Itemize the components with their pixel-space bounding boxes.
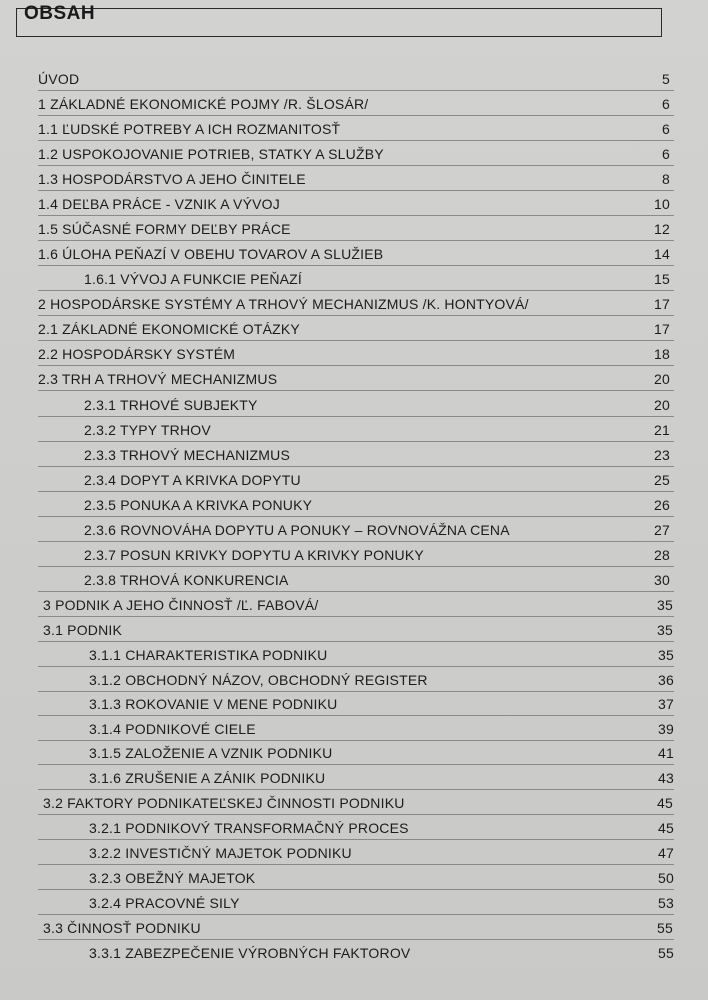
toc-entry-title: 3.2.2 INVESTIČNÝ MAJETOK PODNIKU xyxy=(89,845,352,861)
row-divider xyxy=(38,566,674,567)
toc-row xyxy=(0,420,708,440)
toc-row xyxy=(0,119,708,139)
row-divider xyxy=(38,864,674,865)
toc-entry-title: 1.6 ÚLOHA PEŇAZÍ V OBEHU TOVAROV A SLUŽIEB xyxy=(38,246,384,262)
toc-page-number: 17 xyxy=(654,321,670,337)
toc-row xyxy=(0,595,708,615)
toc-entry-title: 1.3 HOSPODÁRSTVO A JEHO ČINITELE xyxy=(38,171,306,187)
row-divider xyxy=(38,516,674,517)
toc-entry-title: ÚVOD xyxy=(38,71,80,87)
toc-entry-title: 2.3.3 TRHOVÝ MECHANIZMUS xyxy=(84,447,291,463)
row-divider xyxy=(38,165,674,166)
toc-row xyxy=(0,294,708,314)
toc-page-number: 35 xyxy=(657,597,673,613)
row-divider xyxy=(38,914,674,915)
toc-entry-title: 1.6.1 VÝVOJ A FUNKCIE PEŇAZÍ xyxy=(84,271,303,287)
toc-page-number: 37 xyxy=(658,696,674,712)
toc-row xyxy=(0,194,708,214)
toc-entry-title: 3 PODNIK A JEHO ČINNOSŤ /Ľ. FABOVÁ/ xyxy=(43,597,319,613)
row-divider xyxy=(38,140,674,141)
row-divider xyxy=(38,889,674,890)
toc-page-number: 43 xyxy=(658,770,674,786)
toc-page-number: 5 xyxy=(662,71,670,87)
row-divider xyxy=(38,839,674,840)
heading-box xyxy=(16,8,662,37)
toc-row xyxy=(0,694,708,714)
row-divider xyxy=(38,641,674,642)
row-divider xyxy=(38,365,674,366)
toc-entry-title: 1.4 DEĽBA PRÁCE - VZNIK A VÝVOJ xyxy=(38,196,280,212)
toc-row xyxy=(0,344,708,364)
row-divider xyxy=(38,789,674,790)
toc-row xyxy=(0,645,708,665)
toc-page-number: 12 xyxy=(654,221,670,237)
toc-entry-title: 2.3.6 ROVNOVÁHA DOPYTU A PONUKY – ROVNOVÁŽNA CENA xyxy=(84,522,510,538)
toc-row xyxy=(0,445,708,465)
toc-page-number: 41 xyxy=(658,745,674,761)
toc-entry-title: 3.2.3 OBEŽNÝ MAJETOK xyxy=(89,870,256,886)
toc-entry-title: 1.5 SÚČASNÉ FORMY DEĽBY PRÁCE xyxy=(38,221,291,237)
row-divider xyxy=(38,466,674,467)
toc-row xyxy=(0,395,708,415)
toc-entry-title: 2.3.2 TYPY TRHOV xyxy=(84,422,211,438)
toc-row xyxy=(0,868,708,888)
toc-entry-title: 2 HOSPODÁRSKE SYSTÉMY A TRHOVÝ MECHANIZMUS /K. HONTYOVÁ/ xyxy=(38,296,529,312)
toc-row xyxy=(0,520,708,540)
toc-entry-title: 3.3.1 ZABEZPEČENIE VÝROBNÝCH FAKTOROV xyxy=(89,945,411,961)
row-divider xyxy=(38,491,674,492)
row-divider xyxy=(38,591,674,592)
toc-page-number: 47 xyxy=(658,845,674,861)
toc-row xyxy=(0,570,708,590)
toc-entry-title: 3.1.4 PODNIKOVÉ CIELE xyxy=(89,721,256,737)
toc-row xyxy=(0,219,708,239)
toc-page-number: 6 xyxy=(662,96,670,112)
toc-page-number: 36 xyxy=(658,672,674,688)
toc-page-number: 8 xyxy=(662,171,670,187)
row-divider xyxy=(38,265,674,266)
toc-entry-title: 2.2 HOSPODÁRSKY SYSTÉM xyxy=(38,346,236,362)
toc-page-number: 45 xyxy=(658,820,674,836)
toc-entry-title: 1 ZÁKLADNÉ EKONOMICKÉ POJMY /R. ŠLOSÁR/ xyxy=(38,96,369,112)
toc-page-number: 23 xyxy=(654,447,670,463)
toc-row xyxy=(0,743,708,763)
toc-row xyxy=(0,144,708,164)
row-divider xyxy=(38,90,674,91)
toc-page-number: 17 xyxy=(654,296,670,312)
toc-row xyxy=(0,768,708,788)
toc-entry-title: 1.1 ĽUDSKÉ POTREBY A ICH ROZMANITOSŤ xyxy=(38,121,341,137)
row-divider xyxy=(38,390,674,391)
row-divider xyxy=(38,115,674,116)
toc-row xyxy=(0,620,708,640)
row-divider xyxy=(38,939,674,940)
row-divider xyxy=(38,416,674,417)
toc-page-number: 27 xyxy=(654,522,670,538)
toc-page-number: 50 xyxy=(658,870,674,886)
toc-entry-title: 3.1.3 ROKOVANIE V MENE PODNIKU xyxy=(89,696,338,712)
row-divider xyxy=(38,691,674,692)
row-divider xyxy=(38,190,674,191)
toc-page-number: 39 xyxy=(658,721,674,737)
toc-page-number: 30 xyxy=(654,572,670,588)
row-divider xyxy=(38,315,674,316)
toc-page-number: 25 xyxy=(654,472,670,488)
toc-entry-title: 2.3.7 POSUN KRIVKY DOPYTU A KRIVKY PONUKY xyxy=(84,547,424,563)
toc-entry-title: 2.3.8 TRHOVÁ KONKURENCIA xyxy=(84,572,289,588)
row-divider xyxy=(38,215,674,216)
toc-entry-title: 3.1.6 ZRUŠENIE A ZÁNIK PODNIKU xyxy=(89,770,326,786)
row-divider xyxy=(38,441,674,442)
toc-entry-title: 3.1.2 OBCHODNÝ NÁZOV, OBCHODNÝ REGISTER xyxy=(89,672,428,688)
toc-page-number: 6 xyxy=(662,146,670,162)
toc-entry-title: 3.2 FAKTORY PODNIKATEĽSKEJ ČINNOSTI PODNIKU xyxy=(43,795,405,811)
toc-page-number: 28 xyxy=(654,547,670,563)
toc-row xyxy=(0,793,708,813)
toc-row xyxy=(0,918,708,938)
toc-entry-title: 2.3.1 TRHOVÉ SUBJEKTY xyxy=(84,397,258,413)
row-divider xyxy=(38,764,674,765)
toc-page-number: 20 xyxy=(654,371,670,387)
toc-page-number: 55 xyxy=(658,945,674,961)
toc-row xyxy=(0,470,708,490)
toc-entry-title: 2.1 ZÁKLADNÉ EKONOMICKÉ OTÁZKY xyxy=(38,321,300,337)
toc-page-number: 53 xyxy=(658,895,674,911)
toc-entry-title: 2.3 TRH A TRHOVÝ MECHANIZMUS xyxy=(38,371,278,387)
toc-entry-title: 1.2 USPOKOJOVANIE POTRIEB, STATKY A SLUŽBY xyxy=(38,146,384,162)
toc-page-number: 55 xyxy=(657,920,673,936)
row-divider xyxy=(38,290,674,291)
toc-row xyxy=(0,169,708,189)
toc-page-number: 15 xyxy=(654,271,670,287)
row-divider xyxy=(38,616,674,617)
toc-entry-title: 2.3.4 DOPYT A KRIVKA DOPYTU xyxy=(84,472,301,488)
toc-page-number: 6 xyxy=(662,121,670,137)
toc-entry-title: 3.1.5 ZALOŽENIE A VZNIK PODNIKU xyxy=(89,745,333,761)
toc-entry-title: 3.1 PODNIK xyxy=(43,622,123,638)
toc-row xyxy=(0,670,708,690)
toc-row xyxy=(0,94,708,114)
toc-entry-title: 3.2.4 PRACOVNÉ SILY xyxy=(89,895,240,911)
toc-row xyxy=(0,244,708,264)
toc-row xyxy=(0,943,708,963)
toc-page-number: 35 xyxy=(658,647,674,663)
row-divider xyxy=(38,814,674,815)
toc-page-number: 14 xyxy=(654,246,670,262)
toc-entry-title: 2.3.5 PONUKA A KRIVKA PONUKY xyxy=(84,497,313,513)
toc-page-number: 35 xyxy=(657,622,673,638)
toc-page-number: 18 xyxy=(654,346,670,362)
toc-row xyxy=(0,719,708,739)
toc-row xyxy=(0,369,708,389)
row-divider xyxy=(38,666,674,667)
toc-row xyxy=(0,893,708,913)
toc-row xyxy=(0,269,708,289)
row-divider xyxy=(38,715,674,716)
toc-page-number: 20 xyxy=(654,397,670,413)
row-divider xyxy=(38,240,674,241)
toc-page-number: 45 xyxy=(657,795,673,811)
toc-entry-title: 3.1.1 CHARAKTERISTIKA PODNIKU xyxy=(89,647,328,663)
toc-row xyxy=(0,69,708,89)
toc-page-number: 10 xyxy=(654,196,670,212)
toc-entry-title: 3.3 ČINNOSŤ PODNIKU xyxy=(43,920,201,936)
toc-row xyxy=(0,319,708,339)
toc-page-number: 21 xyxy=(654,422,670,438)
row-divider xyxy=(38,740,674,741)
toc-row xyxy=(0,495,708,515)
page-title: OBSAH xyxy=(24,3,96,24)
row-divider xyxy=(38,340,674,341)
toc-row xyxy=(0,818,708,838)
row-divider xyxy=(38,541,674,542)
toc-page-number: 26 xyxy=(654,497,670,513)
toc-row xyxy=(0,843,708,863)
toc-entry-title: 3.2.1 PODNIKOVÝ TRANSFORMAČNÝ PROCES xyxy=(89,820,409,836)
toc-row xyxy=(0,545,708,565)
